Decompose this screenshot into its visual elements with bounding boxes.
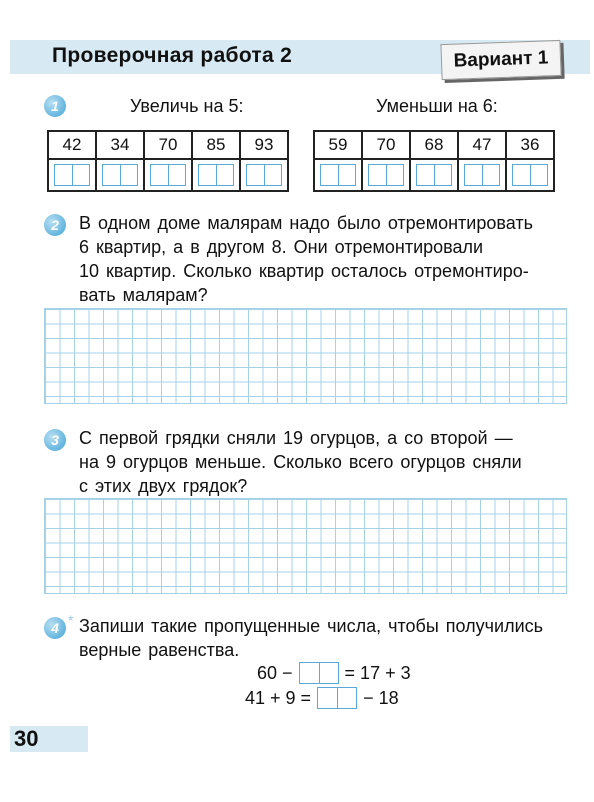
increase-number: 85 [192,131,240,159]
answer-box[interactable] [102,164,138,186]
increase-number: 42 [48,131,96,159]
equation-2-left: 41 + 9 = [245,687,312,708]
increase-label: Увеличь на 5: [130,96,244,116]
equation-1-right: = 17 + 3 [344,662,411,683]
increase-number: 34 [96,131,144,159]
increase-table [47,130,289,192]
task-3-icon: 3 [44,429,66,451]
equation-2-right: − 18 [363,687,399,708]
task-2-answer-grid[interactable] [44,308,567,404]
answer-box[interactable] [464,164,500,186]
equation-1 [257,662,411,684]
task-2-text: В одном доме малярам надо было отремонтировать 6 квартир, а в другом 8. Они отремонтировали 10 квартир. Сколько квартир осталось отремонтиро- вать малярам? [79,213,533,305]
decrease-number: 68 [410,131,458,159]
answer-box[interactable] [54,164,90,186]
decrease-number: 47 [458,131,506,159]
answer-box[interactable] [512,164,548,186]
decrease-label: Уменьши на 6: [376,96,498,116]
page-title: Проверочная работа 2 [52,44,293,67]
answer-box[interactable] [150,164,186,186]
variant-badge: Вариант 1 [440,40,561,80]
page-number: 30 [14,726,39,751]
answer-box[interactable] [320,164,356,186]
answer-box[interactable] [198,164,234,186]
task-1-icon: 1 [44,95,66,117]
star-marker: * [68,612,74,628]
decrease-number: 36 [506,131,554,159]
decrease-number: 59 [314,131,362,159]
task-3-text: С первой грядки сняли 19 огурцов, а со второй — на 9 огурцов меньше. Сколько всего огурцов сняли с этих двух грядок? [79,428,522,496]
equation-1-answer-box[interactable] [299,662,339,684]
task-4-text: Запиши такие пропущенные числа, чтобы получились верные равенства. [79,616,543,660]
increase-number: 93 [240,131,288,159]
equation-1-left: 60 − [257,662,293,683]
equation-2-answer-box[interactable] [317,687,357,709]
decrease-number: 70 [362,131,410,159]
increase-number: 70 [144,131,192,159]
decrease-table [313,130,555,192]
equation-2 [245,687,399,709]
task-4-icon: 4 [44,617,66,639]
task-3-answer-grid[interactable] [44,498,567,594]
answer-box[interactable] [246,164,282,186]
answer-box[interactable] [416,164,452,186]
answer-box[interactable] [368,164,404,186]
task-2-icon: 2 [44,214,66,236]
